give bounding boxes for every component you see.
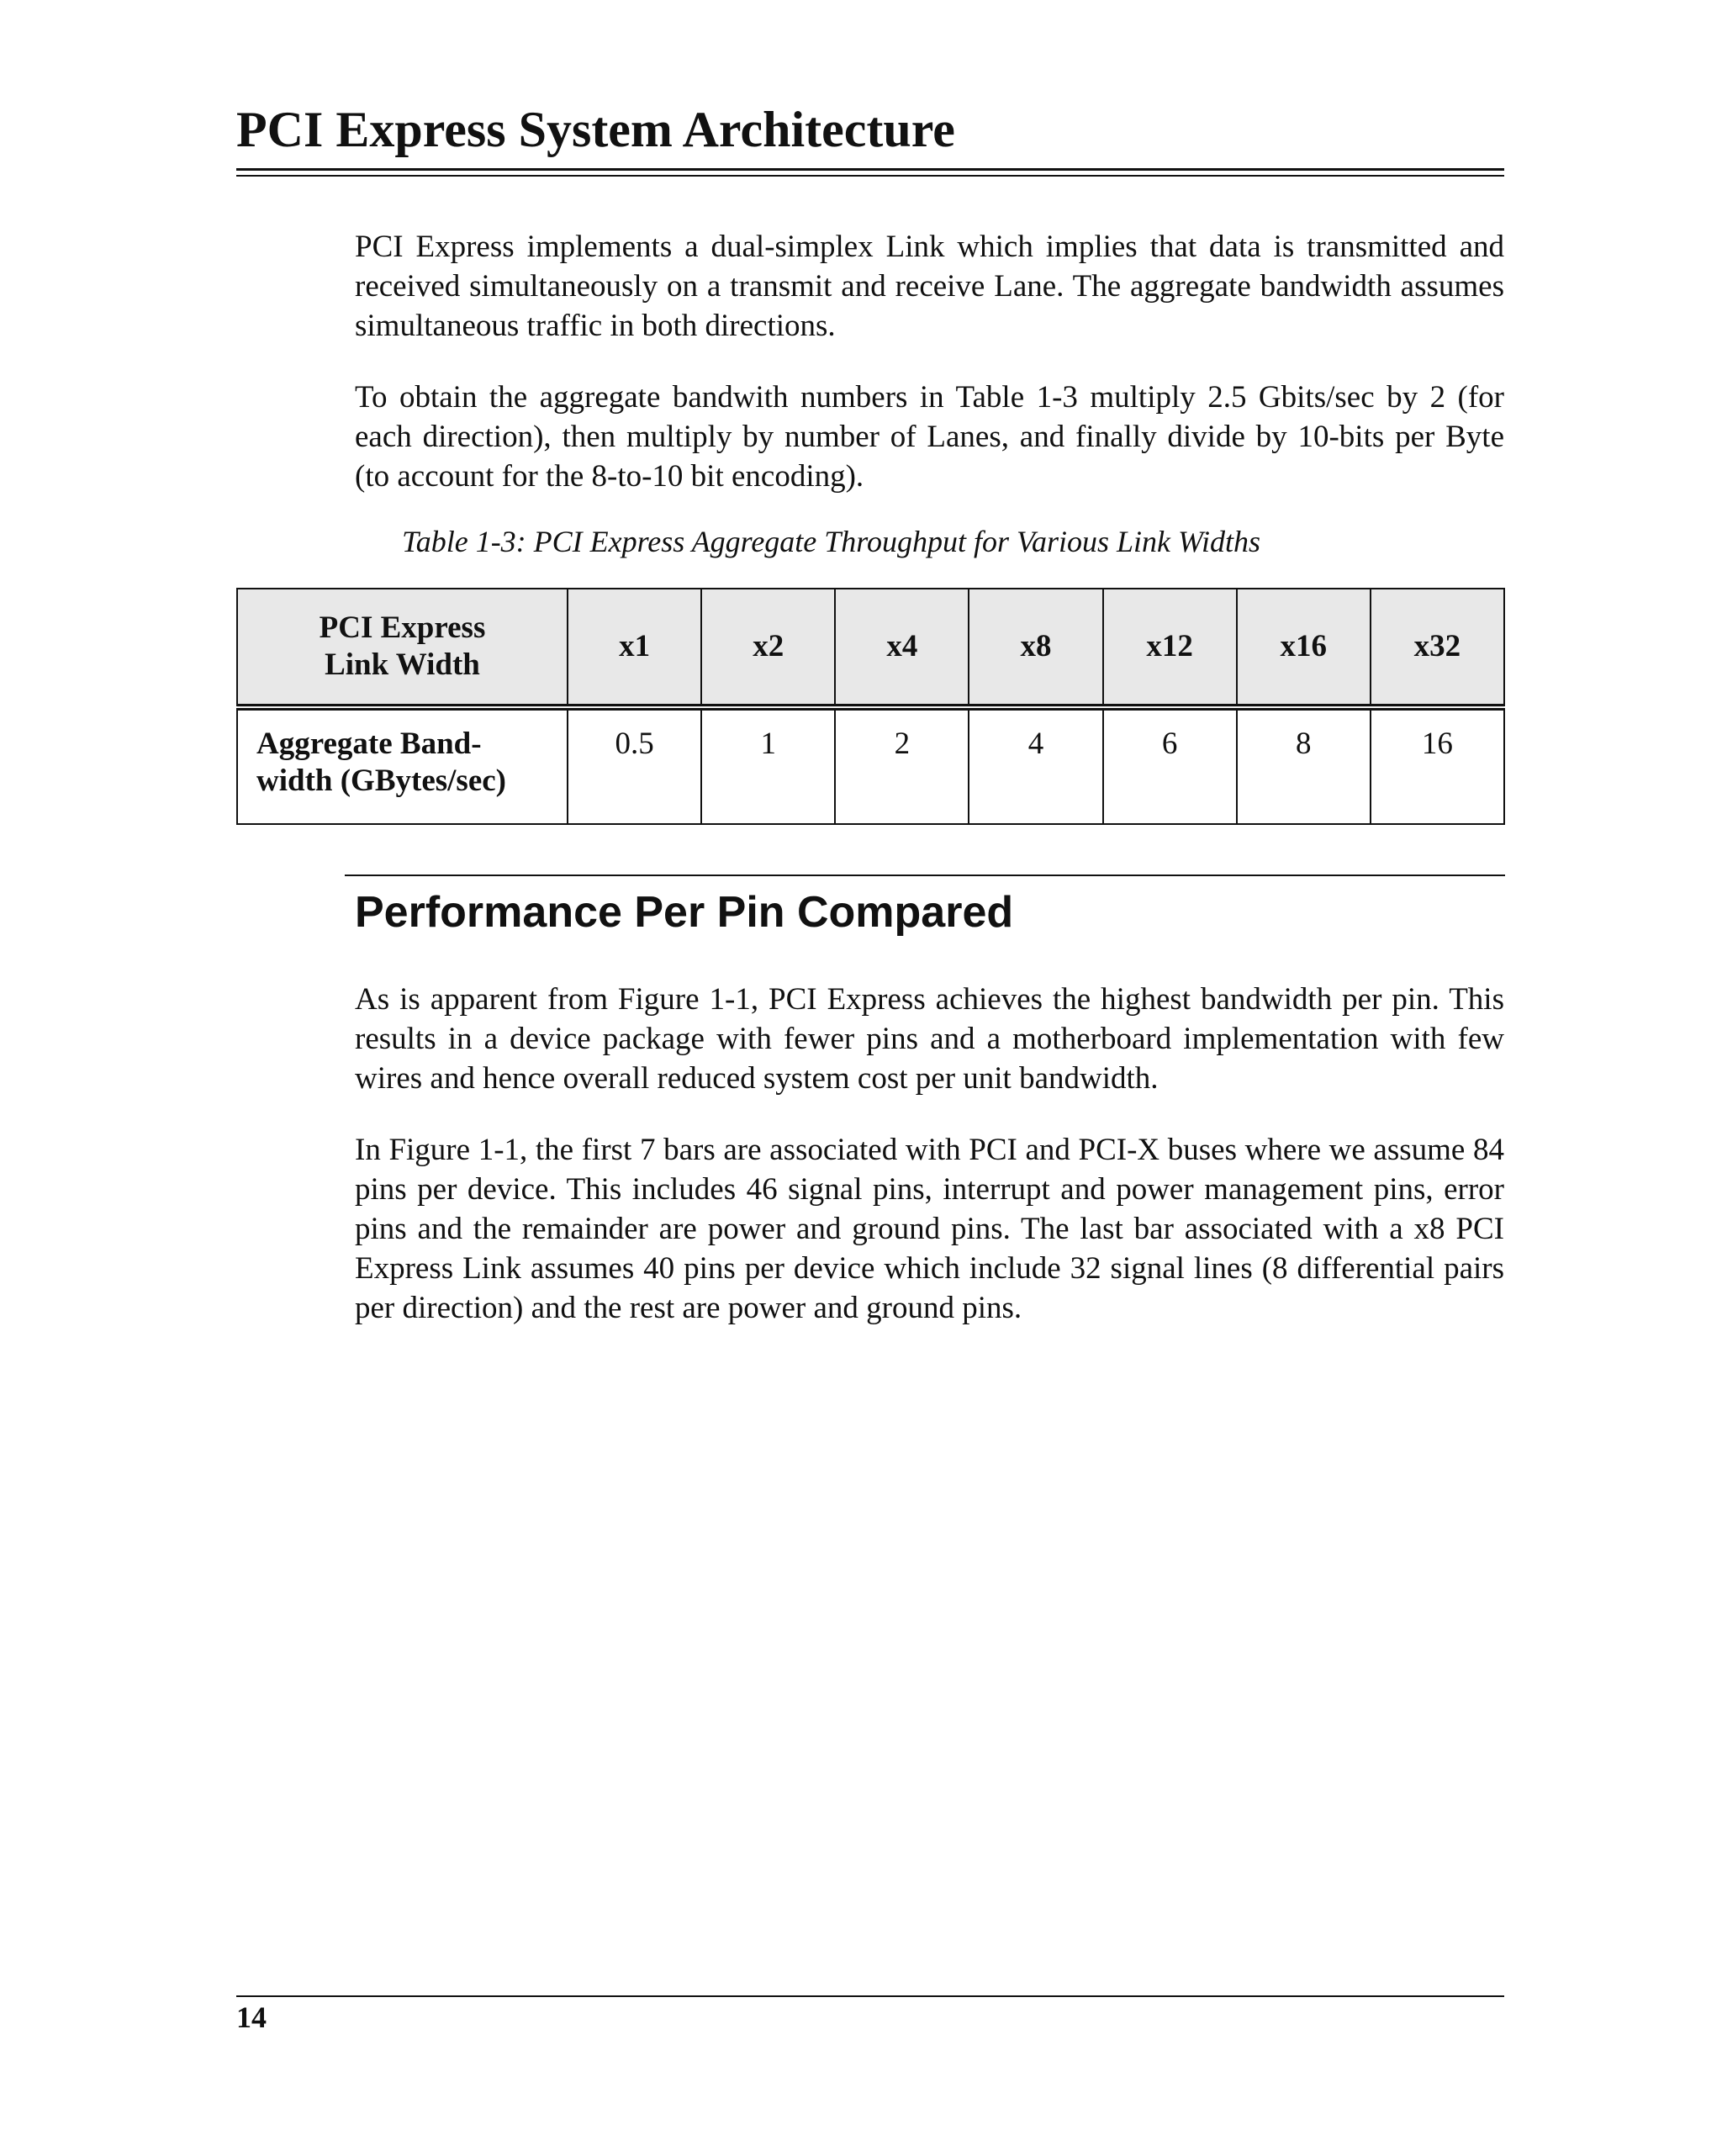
- row-header: [237, 707, 568, 824]
- row-label-line: Aggregate Band-: [256, 727, 482, 761]
- column-header: x16: [1237, 589, 1371, 707]
- paragraph: PCI Express implements a dual-simplex Link which implies that data is transmitted and received simultaneously on a transmit and receive Lane. The aggregate bandwidth assumes simultaneous traffic in both directions.: [355, 230, 1504, 343]
- table-cell: 6: [1103, 707, 1237, 824]
- row-label-line: width (GBytes/sec): [256, 764, 506, 798]
- table-cell: 4: [969, 707, 1102, 824]
- table-header-row: [237, 589, 1504, 707]
- header-rule: [236, 168, 1504, 171]
- intro-text: [355, 227, 1504, 496]
- running-head: PCI Express System Architecture: [236, 102, 955, 157]
- paragraph: To obtain the aggregate bandwith numbers in Table 1-3 multiply 2.5 Gbits/sec by 2 (for each direction), then multiply by number of Lanes, and finally divide by 10-bits per Byte (to account for the 8-to-10 bit encoding).: [355, 380, 1504, 494]
- section-rule: [345, 875, 1505, 876]
- footer-rule: [236, 1995, 1504, 1997]
- column-header: x1: [568, 589, 701, 707]
- header-label-line: Link Width: [325, 647, 480, 682]
- page-number: 14: [236, 2000, 267, 2034]
- table-header-cell: [237, 589, 568, 707]
- section-heading: Performance Per Pin Compared: [355, 888, 1014, 937]
- header-rule-thin: [236, 175, 1504, 177]
- column-header: x4: [835, 589, 969, 707]
- table-cell: 16: [1371, 707, 1504, 824]
- header-label-line: PCI Express: [319, 610, 486, 645]
- throughput-table: [236, 588, 1505, 825]
- paragraph: As is apparent from Figure 1-1, PCI Express achieves the highest bandwidth per pin. This results in a device package with fewer pins and a motherboard implementation with few wires and hence overall reduced system cost per unit bandwidth.: [355, 982, 1504, 1096]
- table-row: [237, 707, 1504, 824]
- column-header: x12: [1103, 589, 1237, 707]
- table-caption: Table 1-3: PCI Express Aggregate Throughput for Various Link Widths: [402, 525, 1261, 558]
- table-cell: 0.5: [568, 707, 701, 824]
- table-cell: 1: [701, 707, 835, 824]
- paragraph: In Figure 1-1, the first 7 bars are associated with PCI and PCI-X buses where we assume 84 pins per device. This includes 46 signal pins, interrupt and power management pins, error pins and the remainder are power and ground pins. The last bar associated with a x8 PCI Express Link assumes 40 pins per device which include 32 signal lines (8 differential pairs per direction) and the rest are power and ground pins.: [355, 1133, 1504, 1325]
- table-cell: 8: [1237, 707, 1371, 824]
- column-header: x8: [969, 589, 1102, 707]
- column-header: x2: [701, 589, 835, 707]
- column-header: x32: [1371, 589, 1504, 707]
- table-cell: 2: [835, 707, 969, 824]
- section-text: [355, 980, 1504, 1328]
